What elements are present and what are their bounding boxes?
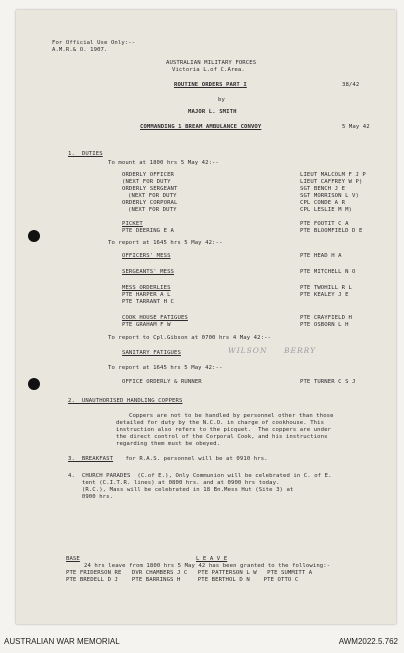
handwritten-name: BERRY	[284, 346, 317, 355]
section-4-text: (R.C.), Mass will be celebrated in 18 Bn.Mess Hut (Site 3) at	[68, 487, 294, 493]
org-area: Victoria L.of C.Area.	[172, 67, 245, 73]
section-3-heading: 3. BREAKFAST	[68, 456, 114, 462]
duty-person: SGT MORRISON L V)	[300, 193, 359, 199]
duty-person: LIEUT CAFFREY W P)	[300, 179, 363, 185]
office-orderly-person: PTE TURNER C S J	[300, 379, 356, 385]
section-2-text: regarding them must be obeyed.	[116, 441, 221, 447]
footer-accession: AWM2022.5.762	[338, 637, 398, 646]
report-instruction: To report at 1645 hrs 5 May 42:--	[108, 365, 223, 371]
section-2-text: Coppers are not to be handled by personnel other than those	[129, 413, 334, 419]
office-orderly-label: OFFICE ORDERLY & RUNNER	[122, 379, 202, 385]
duty-role: ORDERLY OFFICER	[122, 172, 175, 178]
report-instruction: To report at 1645 hrs 5 May 42:--	[108, 240, 223, 246]
section-4-text: tent (C.I.T.R. lines) at 0800 hrs. and at 0900 hrs today.	[68, 480, 280, 486]
section-2-text: detailed for duty by the N.C.O. in charge of cookhouse. This	[116, 420, 325, 426]
duties-heading: 1. DUTIES	[68, 151, 103, 157]
duty-person: SGT BENCH J E	[300, 186, 346, 192]
duty-person: CPL LESLIE M M)	[300, 207, 353, 213]
author-name: MAJOR L. SMITH	[188, 109, 237, 115]
picket-person: PTE FOOTIT C A	[300, 221, 349, 227]
document-page	[16, 10, 396, 624]
section-2-heading: 2. UNAUTHORISED HANDLING COPPERS	[68, 398, 183, 404]
command-line: COMMANDING 1 BREAM AMBULANCE CONVOY	[140, 124, 262, 130]
duty-role: (NEXT FOR DUTY	[128, 193, 177, 199]
cook-house-person: PTE GRAHAM F W	[122, 322, 171, 328]
cook-house-person: PTE CRAYFIELD H	[300, 315, 353, 321]
leave-base-label: BASE	[66, 556, 80, 562]
mess-orderly: PTE HARPER A L	[122, 292, 171, 298]
duty-role: ORDERLY SERGEANT	[122, 186, 178, 192]
duty-role: ORDERLY CORPORAL	[122, 200, 178, 206]
org-name: AUSTRALIAN MILITARY FORCES	[166, 60, 257, 66]
section-3-text: for R.A.S. personnel will be at 0910 hrs.	[122, 456, 268, 462]
mess-orderly: PTE TWOHILL R L	[300, 285, 353, 291]
section-4-heading	[68, 473, 130, 479]
mess-orderly: PTE TARRANT H C	[122, 299, 175, 305]
sergeants-mess-person: PTE MITCHELL N O	[300, 269, 356, 275]
officers-mess-label: OFFICERS' MESS	[122, 253, 171, 259]
punch-hole-top	[28, 230, 40, 242]
section-4-text: 4. CHURCH PARADES (C.of E.), Only Communion will be celebrated in C. of E.	[68, 473, 332, 479]
mount-instruction: To mount at 1800 hrs 5 May 42:--	[108, 160, 219, 166]
report-instruction: To report to Cpl.Gibson at 0700 hrs 4 May 42:--	[108, 335, 271, 341]
picket-label: PICKET	[122, 221, 143, 227]
punch-hole-bottom	[28, 378, 40, 390]
by-line: by	[218, 97, 225, 103]
handwritten-name: WILSON	[228, 346, 268, 355]
order-date: 5 May 42	[342, 124, 370, 130]
picket-person: PTE BLOOMFIELD D E	[300, 228, 363, 234]
leave-heading: L E A V E	[196, 556, 228, 562]
leave-text: 24 hrs leave from 1800 hrs 5 May 42 has been granted to the following:-	[84, 563, 331, 569]
regulation-ref: A.M.R.& O. 1907.	[52, 47, 108, 53]
official-use-line: For Official Use Only:--	[52, 40, 136, 46]
sanitary-label: SANITARY FATIGUES	[122, 350, 181, 356]
picket-person: PTE DEERING E A	[122, 228, 175, 234]
section-2-text: the direct control of the Corporal Cook, and his instructions	[116, 434, 328, 440]
cook-house-person: PTE OSBORN L H	[300, 322, 349, 328]
duty-role: (NEXT FOR DUTY	[122, 179, 171, 185]
mess-orderly: PTE KEALEY J E	[300, 292, 349, 298]
section-4-text: 0900 hrs.	[68, 494, 114, 500]
duty-role: (NEXT FOR DUTY	[128, 207, 177, 213]
sergeants-mess-label: SERGEANTS' MESS	[122, 269, 175, 275]
footer-institution: AUSTRALIAN WAR MEMORIAL	[4, 637, 120, 646]
leave-names-row: PTE BREDELL D J PTE BARRINGS H PTE BERTHOL D N PTE OTTO C	[66, 577, 299, 583]
duty-person: CPL CONDE A R	[300, 200, 346, 206]
mess-orderlies-label: MESS ORDERLIES	[122, 285, 171, 291]
section-2-text: instruction also refers to the picquet. The coppers are under	[116, 427, 331, 433]
leave-names-row: PTE FRIDERSON RE DVR CHAMBERS J C PTE PATTERSON L W PTE SUMMITT A	[66, 570, 313, 576]
order-ref: 38/42	[342, 82, 360, 88]
document-title: ROUTINE ORDERS PART I	[174, 82, 247, 88]
cook-house-label: COOK HOUSE FATIGUES	[122, 315, 188, 321]
officers-mess-person: PTE HEAD H A	[300, 253, 342, 259]
duty-person: LIEUT MALCOLM F J P	[300, 172, 366, 178]
